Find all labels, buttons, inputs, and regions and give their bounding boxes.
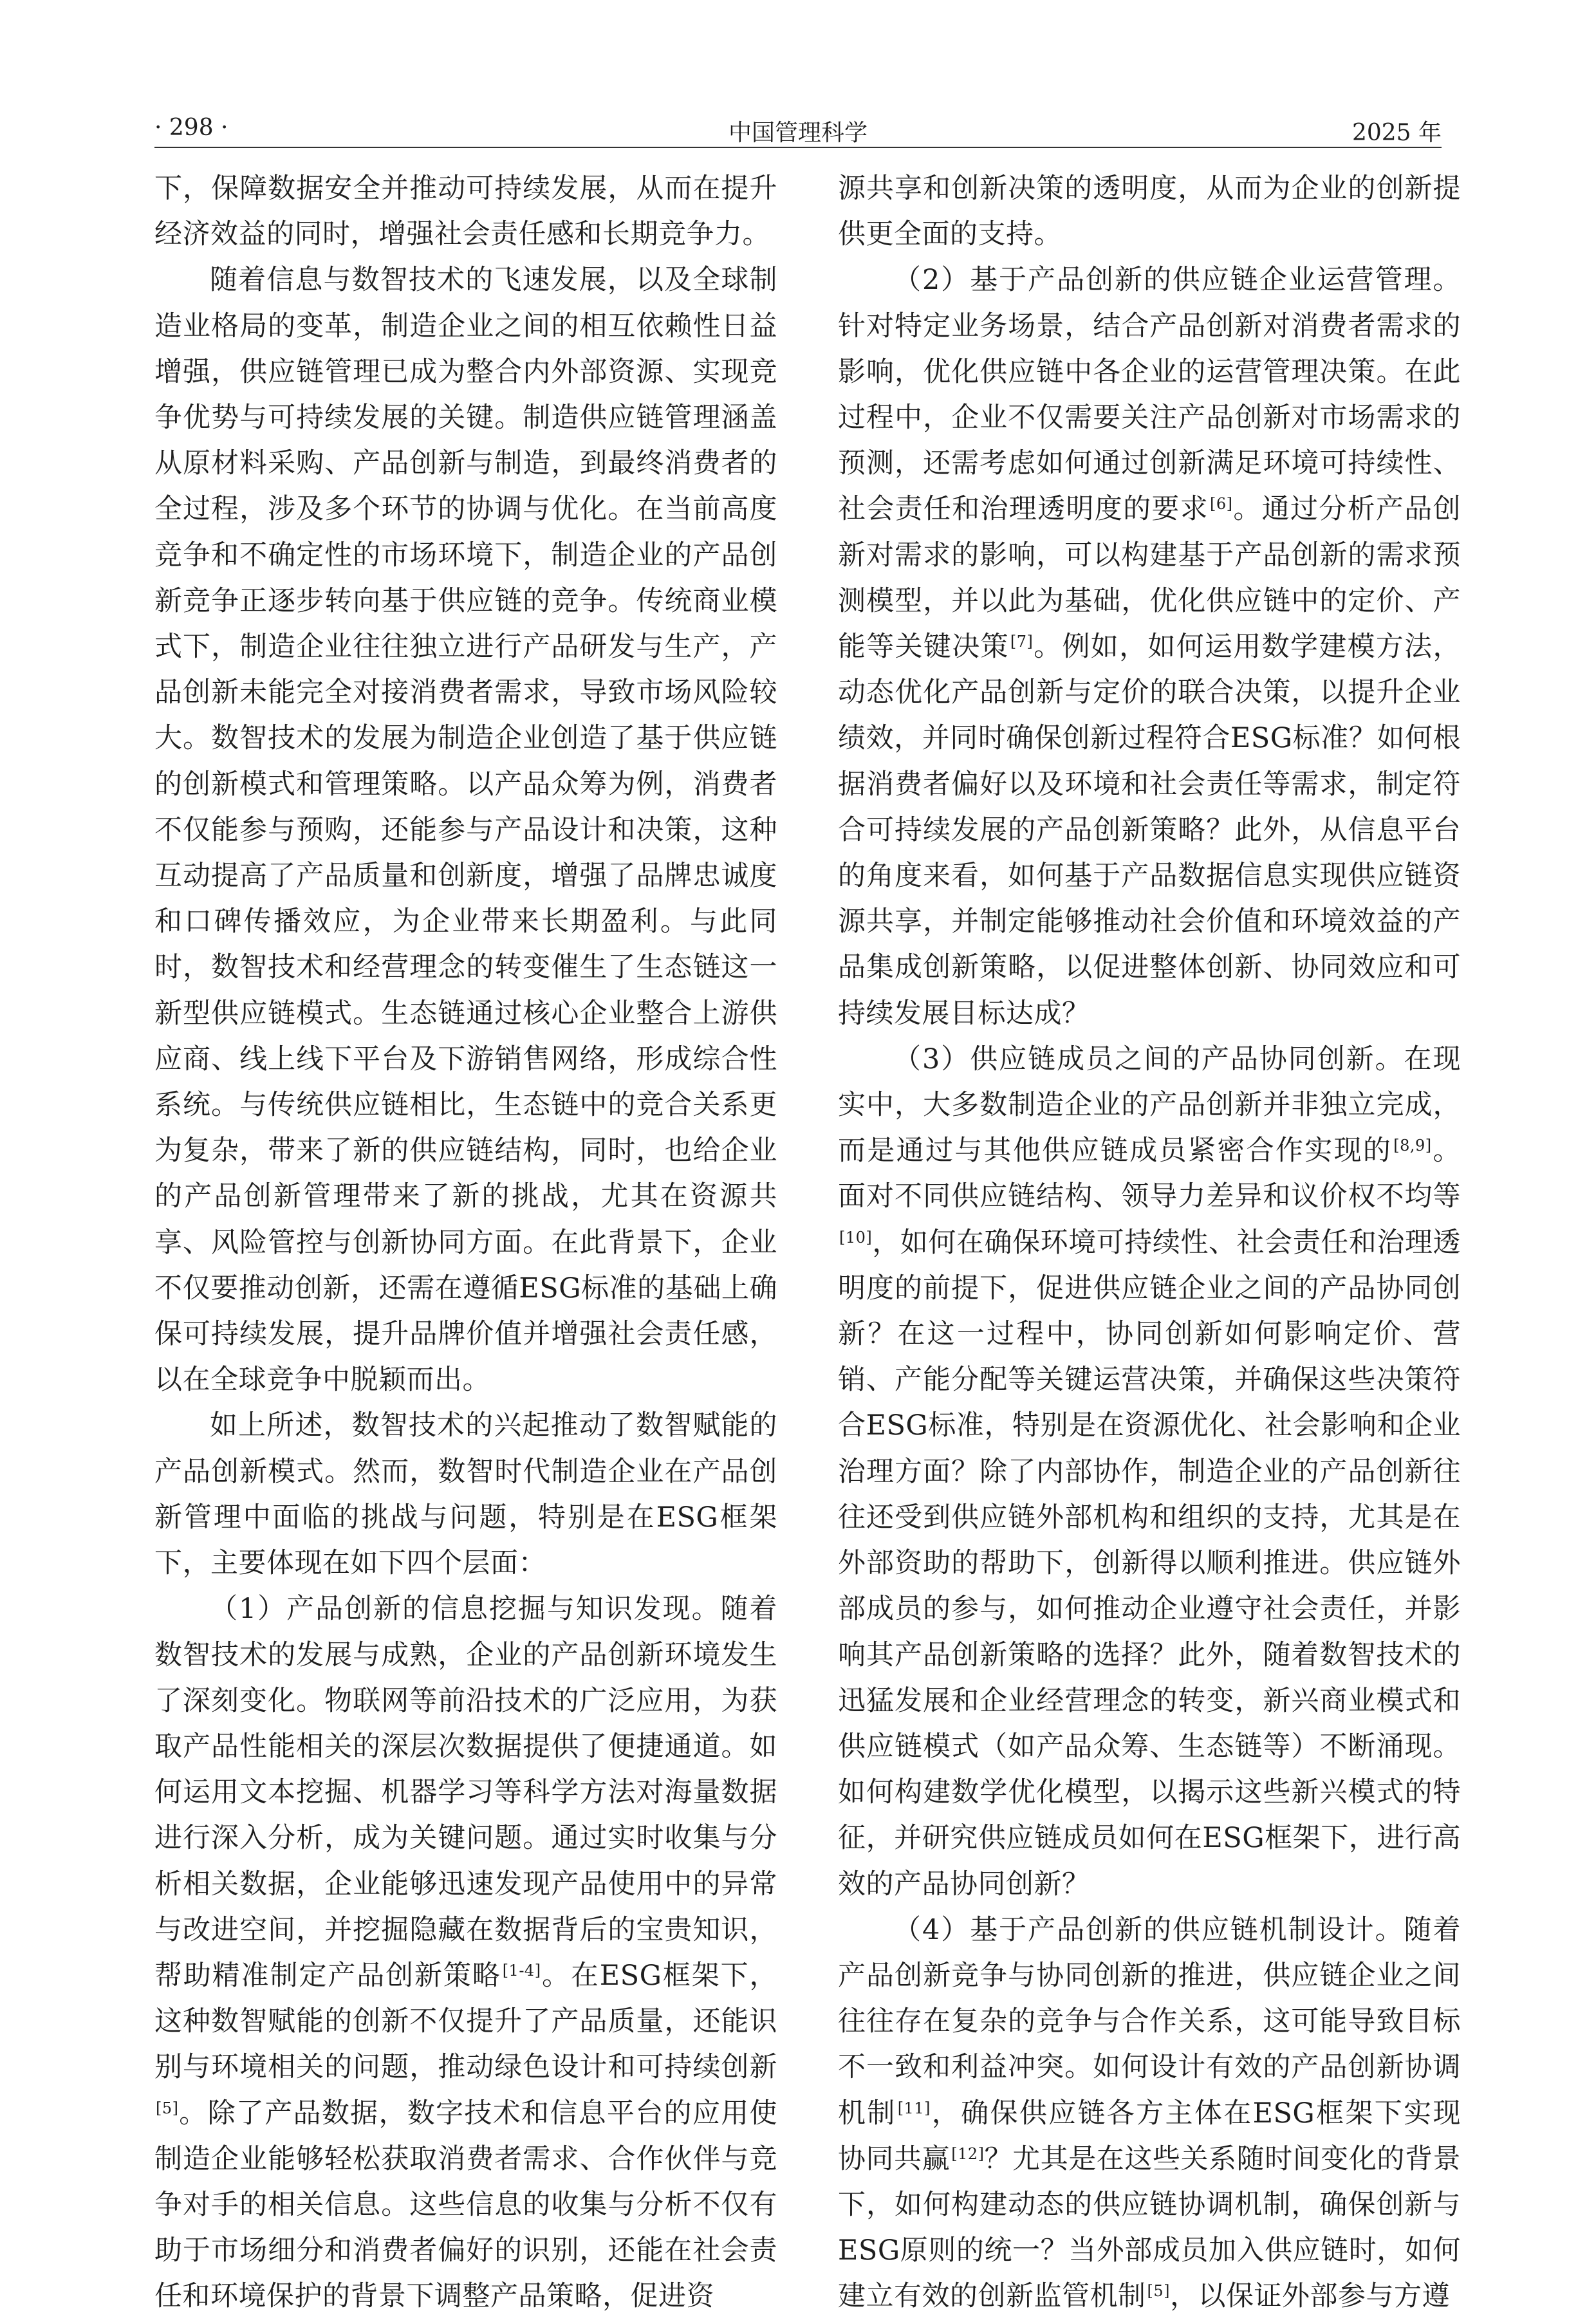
- text-run: 。例如，如何运用数学建模方法，动态优化产品创新与定价的联合决策，以提升企业绩效，并同时确保创新过程符合ESG标准？如何根据消费者偏好以及环境和社会责任等需求，制定符合可持续发展的产品创新策略？此外，从信息平台的角度来看，如何基于产品数据信息实现供应链资源共享，并制定能够推动社会价值和环境效益的产品集成创新策略，以促进整体创新、协同效应和可持续发展目标达成？: [838, 631, 1461, 1030]
- publication-year: 2025 年: [1351, 120, 1442, 146]
- text-run: 。通过分析产品创新对需求的影响，可以构建基于产品创新的需求预测模型，并以此为基础，优化供应链中的定价、产能等关键决策: [838, 493, 1461, 664]
- text-run: 。面对不同供应链结构、领导力差异和议价权不均等: [838, 1135, 1461, 1213]
- citation: [7]: [1010, 633, 1034, 651]
- text-run: ，确保供应链各方主体在ESG框架下实现协同共赢: [838, 2097, 1461, 2175]
- paragraph-continued: 源共享和创新决策的透明度，从而为企业的创新提供更全面的支持。: [838, 172, 1461, 251]
- text-run: 。在ESG框架下，这种数智赋能的创新不仅提升了产品质量，还能识别与环境相关的问题，推动绿色设计和可持续创新: [154, 1959, 777, 2084]
- citation: [12]: [951, 2144, 985, 2163]
- page-number: · 298 ·: [154, 115, 228, 141]
- paragraph-point-2: [838, 257, 1461, 1036]
- running-header: [154, 108, 1442, 149]
- citation: [6]: [1210, 495, 1233, 514]
- text-run: （1）产品创新的信息挖掘与知识发现。随着数智技术的发展与成熟，企业的产品创新环境发生了深刻变化。物联网等前沿技术的广泛应用，为获取产品性能相关的深层次数据提供了便捷通道。如何运用文本挖掘、机器学习等科学方法对海量数据进行深入分析，成为关键问题。通过实时收集与分析相关数据，企业能够迅速发现产品使用中的异常与改进空间，并挖掘隐藏在数据背后的宝贵知识，帮助精准制定产品创新策略: [154, 1593, 777, 1992]
- text-run: ？尤其是在这些关系随时间变化的背景下，如何构建动态的供应链协调机制，确保创新与ESG原则的统一？当外部成员加入供应链时，如何建立有效的创新监管机制: [838, 2142, 1461, 2313]
- paragraph-continued: 下，保障数据安全并推动可持续发展，从而在提升经济效益的同时，增强社会责任感和长期竞争力。: [154, 172, 777, 251]
- text-run: （4）基于产品创新的供应链机制设计。随着产品创新竞争与协同创新的推进，供应链企业之间往往存在复杂的竞争与合作关系，这可能导致目标不一致和利益冲突。如何设计有效的产品创新协调机制: [838, 1913, 1461, 2130]
- text-run: （2）基于产品创新的供应链企业运营管理。针对特定业务场景，结合产品创新对消费者需求的影响，优化供应链中各企业的运营管理决策。在此过程中，企业不仅需要关注产品创新对市场需求的预测，还需考虑如何通过创新满足环境可持续性、社会责任和治理透明度的要求: [838, 264, 1461, 526]
- header-rule: [154, 147, 1442, 148]
- left-column: [154, 166, 777, 2313]
- citation: [10]: [839, 1228, 873, 1247]
- citation: [8,9]: [1393, 1137, 1432, 1155]
- paragraph-point-4: [838, 1907, 1461, 2320]
- citation: [5]: [1147, 2282, 1170, 2301]
- text-run: ，如何在确保环境可持续性、社会责任和治理透明度的前提下，促进供应链企业之间的产品协同创新？在这一过程中，协同创新如何影响定价、营销、产能分配等关键运营决策，并确保这些决策符合ESG标准，特别是在资源优化、社会影响和企业治理方面？除了内部协作，制造企业的产品创新往往还受到供应链外部机构和组织的支持，尤其是在外部资助的帮助下，创新得以顺利推进。供应链外部成员的参与，如何推动企业遵守社会责任，并影响其产品创新策略的选择？此外，随着数智技术的迅猛发展和企业经营理念的转变，新兴商业模式和供应链模式（如产品众筹、生态链等）不断涌现。如何构建数学优化模型，以揭示这些新兴模式的特征，并研究供应链成员如何在ESG框架下，进行高效的产品协同创新？: [838, 1226, 1461, 1900]
- text-run: 。除了产品数据，数字技术和信息平台的应用使制造企业能够轻松获取消费者需求、合作伙伴与竞争对手的相关信息。这些信息的收集与分析不仅有助于市场细分和消费者偏好的识别，还能在社会责任和环境保护的背景下调整产品策略，促进资: [154, 2097, 777, 2313]
- citation: [1-4]: [502, 1961, 541, 1980]
- citation: [5]: [156, 2099, 179, 2117]
- paragraph-point-3: [838, 1037, 1461, 1907]
- journal-title: 中国管理科学: [728, 120, 868, 146]
- right-column: [838, 166, 1461, 2313]
- text-run: （3）供应链成员之间的产品协同创新。在现实中，大多数制造企业的产品创新并非独立完成，而是通过与其他供应链成员紧密合作实现的: [838, 1043, 1461, 1167]
- paragraph-background: 随着信息与数智技术的飞速发展，以及全球制造业格局的变革，制造企业之间的相互依赖性日益增强，供应链管理已成为整合内外部资源、实现竞争优势与可持续发展的关键。制造供应链管理涵盖从原材料采购、产品创新与制造，到最终消费者的全过程，涉及多个环节的协调与优化。在当前高度竞争和不确定性的市场环境下，制造企业的产品创新竞争正逐步转向基于供应链的竞争。传统商业模式下，制造企业往往独立进行产品研发与生产，产品创新未能完全对接消费者需求，导致市场风险较大。数智技术的发展为制造企业创造了基于供应链的创新模式和管理策略。以产品众筹为例，消费者不仅能参与预购，还能参与产品设计和决策，这种互动提高了产品质量和创新度，增强了品牌忠诚度和口碑传播效应，为企业带来长期盈利。与此同时，数智技术和经营理念的转变催生了生态链这一新型供应链模式。生态链通过核心企业整合上游供应商、线上线下平台及下游销售网络，形成综合性系统。与传统供应链相比，生态链中的竞合关系更为复杂，带来了新的供应链结构，同时，也给企业的产品创新管理带来了新的挑战，尤其在资源共享、风险管控与创新协同方面。在此背景下，企业不仅要推动创新，还需在遵循ESG标准的基础上确保可持续发展，提升品牌价值并增强社会责任感，以在全球竞争中脱颖而出。: [154, 264, 777, 1397]
- paragraph-point-1: [154, 1586, 777, 2319]
- paragraph-challenges-intro: 如上所述，数智技术的兴起推动了数智赋能的产品创新模式。然而，数智时代制造企业在产品创新管理中面临的挑战与问题，特别是在ESG框架下，主要体现在如下四个层面：: [154, 1409, 777, 1580]
- text-run: ，以保证外部参与方遵: [1170, 2280, 1450, 2313]
- citation: [11]: [897, 2099, 931, 2117]
